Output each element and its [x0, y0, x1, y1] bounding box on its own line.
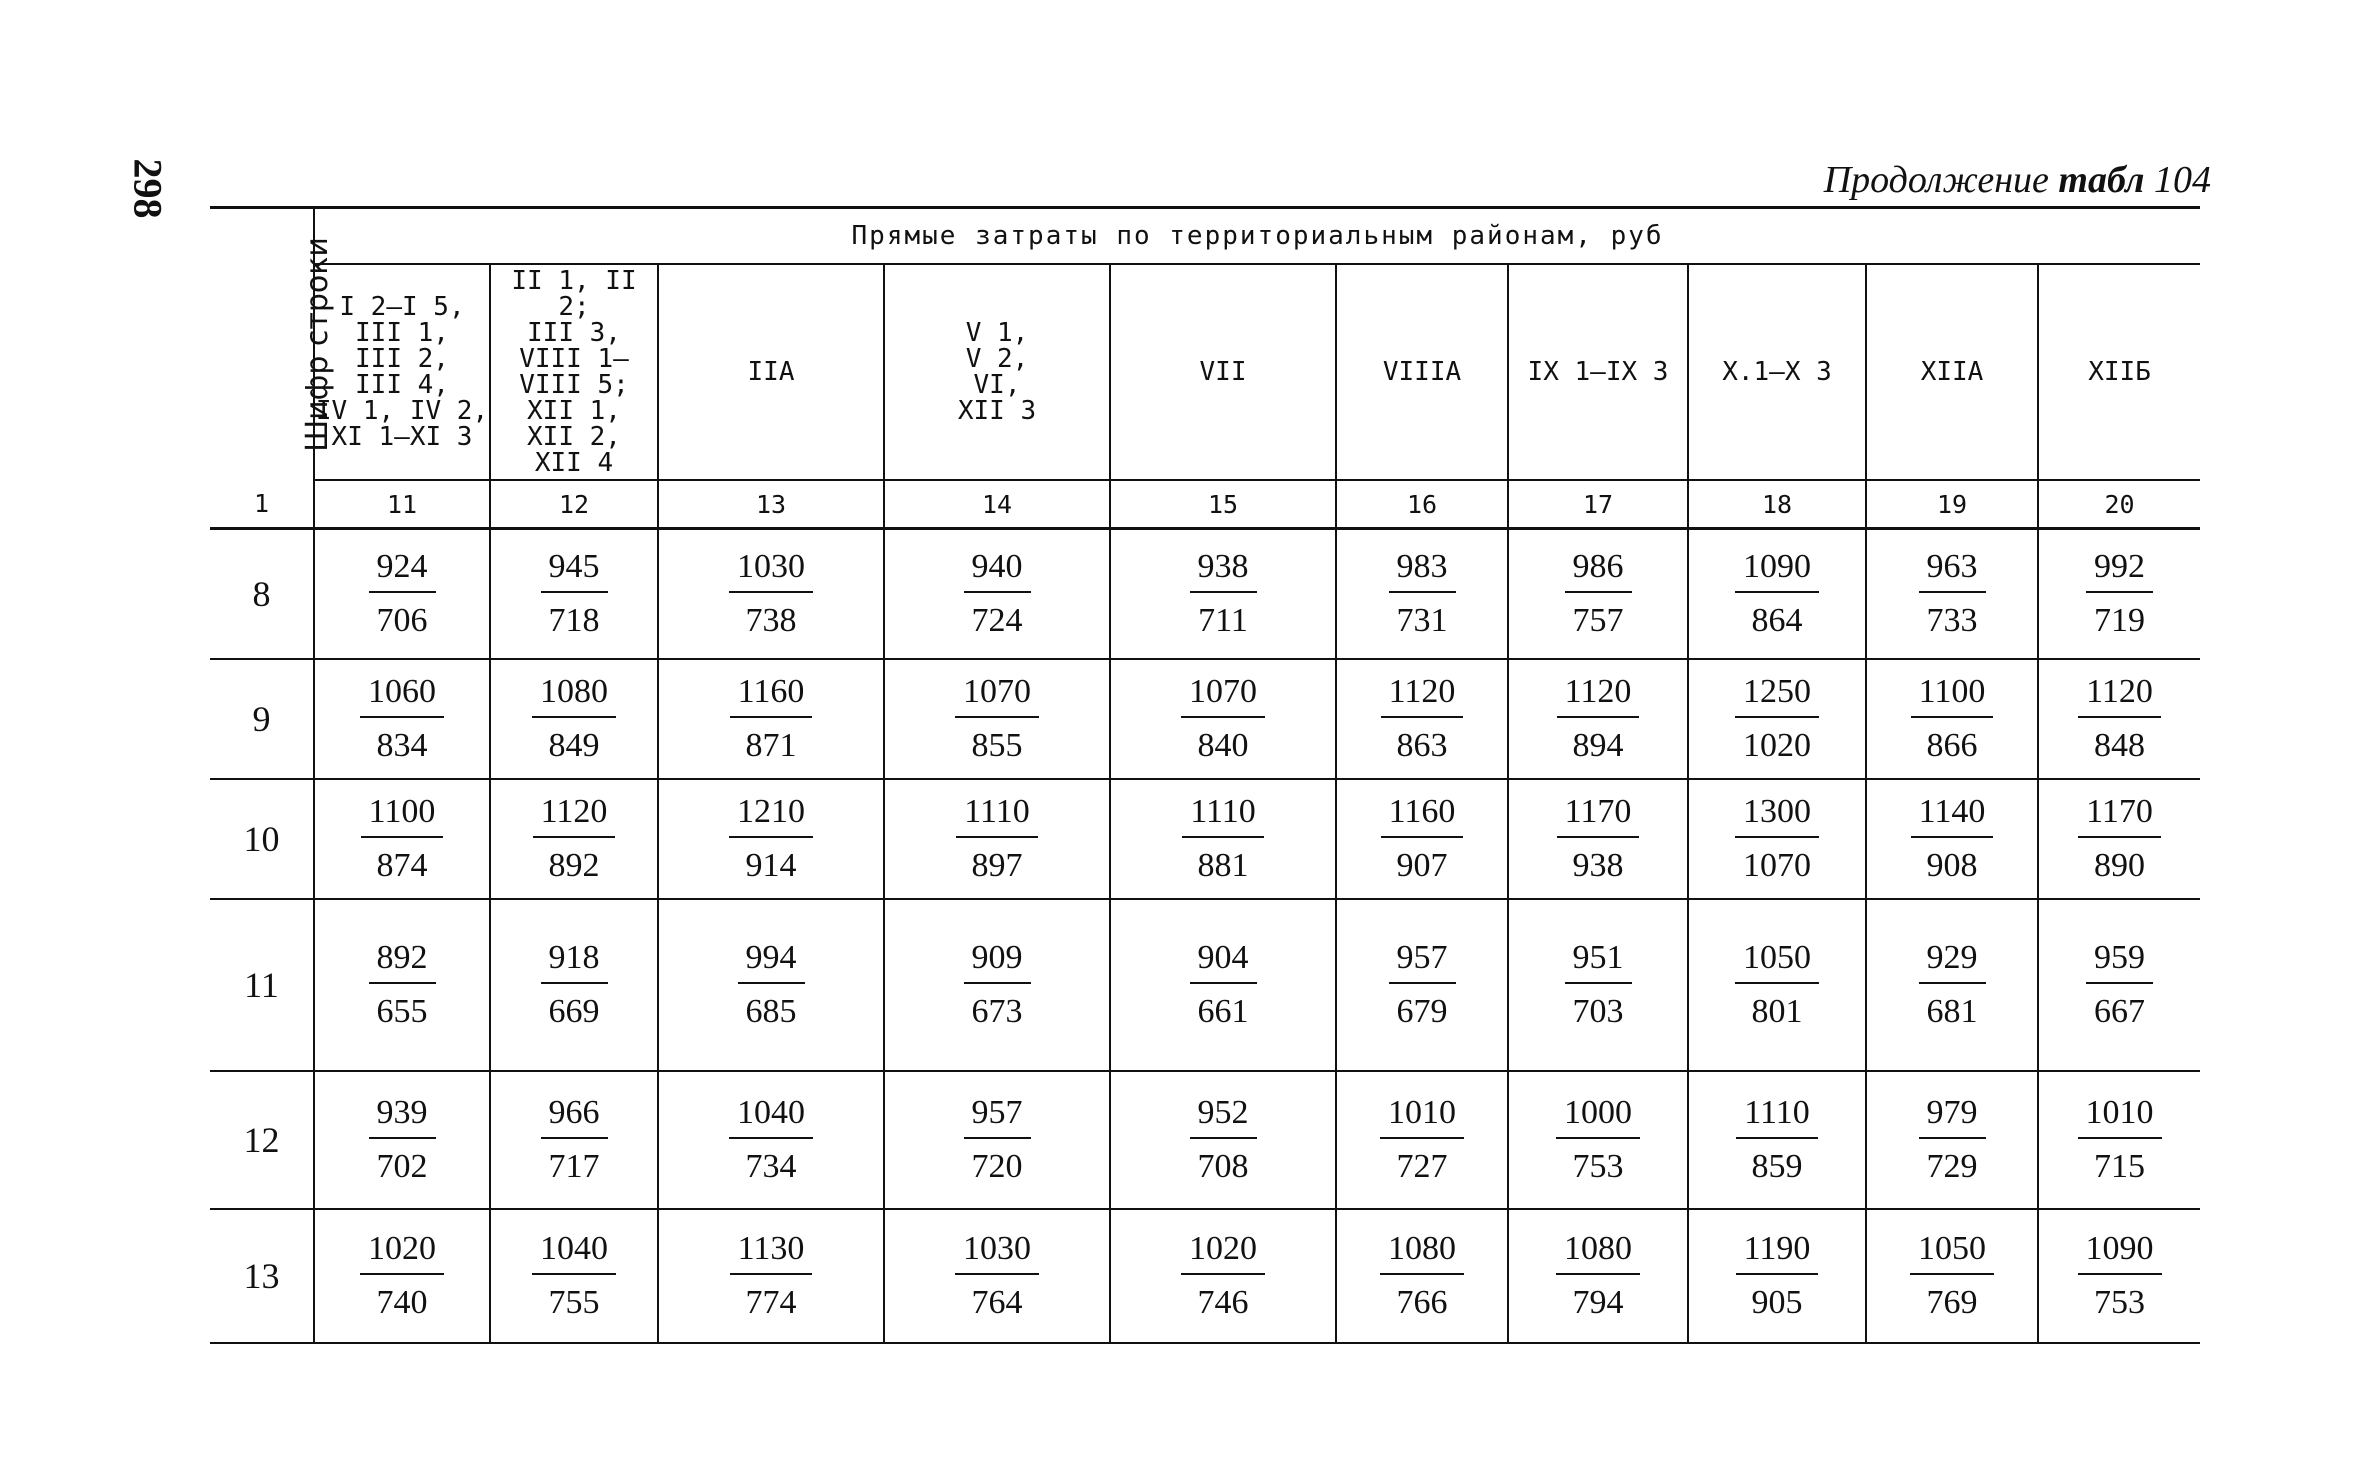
- cost-numerator: 1030: [955, 1227, 1039, 1275]
- cost-fraction: [532, 670, 616, 768]
- cost-denominator: 733: [1926, 602, 1978, 639]
- cost-numerator: 1040: [729, 1091, 813, 1139]
- cost-cell: [1336, 779, 1508, 899]
- cost-denominator: 881: [1197, 847, 1249, 884]
- cost-denominator: 679: [1396, 993, 1448, 1030]
- cost-fraction: [1557, 670, 1640, 768]
- page-number: 298: [125, 158, 171, 219]
- cost-denominator: 834: [376, 727, 428, 764]
- column-number: 16: [1336, 480, 1508, 529]
- cost-cell: [314, 899, 490, 1071]
- cost-denominator: 840: [1197, 727, 1249, 764]
- cost-denominator: 907: [1396, 847, 1448, 884]
- cost-numerator: 1010: [2078, 1091, 2162, 1139]
- cost-denominator: 755: [548, 1284, 600, 1321]
- cost-numerator: 1100: [361, 790, 444, 838]
- cost-cell: [1336, 1071, 1508, 1209]
- cost-fraction: [541, 545, 608, 643]
- caption-table-number: 104: [2154, 159, 2211, 201]
- cost-denominator: 753: [1572, 1148, 1624, 1185]
- cost-numerator: 994: [738, 936, 805, 984]
- cost-numerator: 1120: [2078, 670, 2161, 718]
- cost-fraction: [2078, 1091, 2162, 1189]
- cost-denominator: 871: [745, 727, 797, 764]
- cost-numerator: 1000: [1556, 1091, 1640, 1139]
- cost-fraction: [730, 1227, 813, 1325]
- cost-fraction: [369, 545, 436, 643]
- cost-numerator: 1140: [1911, 790, 1994, 838]
- cost-numerator: 909: [964, 936, 1031, 984]
- cost-denominator: 769: [1926, 1284, 1978, 1321]
- cost-denominator: 702: [376, 1148, 428, 1185]
- cost-denominator: 661: [1197, 993, 1249, 1030]
- region-header: VIIIА: [1336, 264, 1508, 480]
- column-number: 18: [1688, 480, 1866, 529]
- cost-cell: [658, 1209, 884, 1343]
- cost-fraction: [1556, 1091, 1640, 1189]
- cost-denominator: 757: [1572, 602, 1624, 639]
- cost-cell: [1508, 779, 1688, 899]
- cost-fraction: [964, 1091, 1031, 1189]
- cost-numerator: 986: [1565, 545, 1632, 593]
- cost-cell: [1866, 529, 2038, 660]
- cost-fraction: [1919, 1091, 1986, 1189]
- cost-fraction: [1190, 1091, 1257, 1189]
- cost-fraction: [964, 936, 1031, 1034]
- cost-denominator: 774: [745, 1284, 797, 1321]
- cost-cell: [490, 529, 658, 660]
- cost-cell: [314, 1071, 490, 1209]
- cost-denominator: 874: [376, 847, 428, 884]
- cost-fraction: [1190, 545, 1257, 643]
- cost-denominator: 720: [971, 1148, 1023, 1185]
- cost-cell: [314, 1209, 490, 1343]
- cost-cell: [1110, 1071, 1336, 1209]
- cost-numerator: 924: [369, 545, 436, 593]
- cost-fraction: [1556, 1227, 1640, 1325]
- cost-fraction: [361, 790, 444, 888]
- cost-cell: [2038, 529, 2200, 660]
- cost-fraction: [955, 1227, 1039, 1325]
- cost-fraction: [1911, 670, 1994, 768]
- cost-denominator: 892: [548, 847, 600, 884]
- region-header: IIА: [658, 264, 884, 480]
- cost-fraction: [729, 790, 813, 888]
- cost-fraction: [2078, 1227, 2162, 1325]
- cost-denominator: 746: [1197, 1284, 1249, 1321]
- cost-cell: [1688, 899, 1866, 1071]
- cost-cell: [314, 659, 490, 779]
- cost-denominator: 938: [1572, 847, 1624, 884]
- cost-cell: [2038, 779, 2200, 899]
- column-number: 12: [490, 480, 658, 529]
- table-row: [210, 1209, 2200, 1343]
- cost-numerator: 1050: [1735, 936, 1819, 984]
- cost-numerator: 940: [964, 545, 1031, 593]
- cost-numerator: 945: [541, 545, 608, 593]
- cost-cell: [1336, 1209, 1508, 1343]
- cost-numerator: 1070: [955, 670, 1039, 718]
- cost-denominator: 897: [971, 847, 1023, 884]
- cost-fraction: [964, 545, 1031, 643]
- cost-cell: [658, 529, 884, 660]
- cost-fraction: [360, 1227, 444, 1325]
- cost-cell: [1336, 899, 1508, 1071]
- table-caption: [1824, 158, 2211, 202]
- cost-denominator: 866: [1926, 727, 1978, 764]
- cost-fraction: [1380, 1227, 1464, 1325]
- cost-numerator: 1300: [1735, 790, 1819, 838]
- cost-numerator: 1080: [1380, 1227, 1464, 1275]
- cost-cell: [1866, 779, 2038, 899]
- cost-fraction: [2086, 545, 2153, 643]
- table-row: [210, 899, 2200, 1071]
- cost-denominator: 729: [1926, 1148, 1978, 1185]
- cost-cell: [1508, 529, 1688, 660]
- cost-cell: [1336, 659, 1508, 779]
- cost-denominator: 859: [1751, 1148, 1803, 1185]
- cost-fraction: [369, 936, 436, 1034]
- cost-fraction: [1565, 545, 1632, 643]
- table-row: [210, 1071, 2200, 1209]
- cost-numerator: 904: [1190, 936, 1257, 984]
- row-code: 8: [210, 529, 314, 660]
- cost-fraction: [1919, 936, 1986, 1034]
- row-code-label: Шифр строки: [299, 237, 335, 452]
- cost-denominator: 708: [1197, 1148, 1249, 1185]
- cost-numerator: 1210: [729, 790, 813, 838]
- region-header: XIIА: [1866, 264, 2038, 480]
- cost-denominator: 681: [1926, 993, 1978, 1030]
- cost-cell: [884, 899, 1110, 1071]
- region-header: V 1, V 2, VI, XII 3: [884, 264, 1110, 480]
- cost-cell: [1866, 899, 2038, 1071]
- cost-cell: [1110, 899, 1336, 1071]
- cost-numerator: 1120: [1381, 670, 1464, 718]
- cost-denominator: 667: [2094, 993, 2146, 1030]
- table-row: [210, 529, 2200, 660]
- cost-cell: [884, 1209, 1110, 1343]
- cost-cell: [658, 779, 884, 899]
- column-number: 19: [1866, 480, 2038, 529]
- cost-denominator: 794: [1572, 1284, 1624, 1321]
- cost-denominator: 753: [2094, 1284, 2146, 1321]
- cost-fraction: [2078, 790, 2161, 888]
- cost-fraction: [1736, 1227, 1819, 1325]
- cost-numerator: 983: [1389, 545, 1456, 593]
- cost-cell: [1866, 1209, 2038, 1343]
- cost-fraction: [1182, 790, 1263, 888]
- cost-denominator: 724: [971, 602, 1023, 639]
- cost-denominator: 706: [376, 602, 428, 639]
- cost-denominator: 703: [1572, 993, 1624, 1030]
- region-header: II 1, II 2; III 3, VIII 1— VIII 5; XII 1, XII 2, XII 4: [490, 264, 658, 480]
- column-number: 11: [314, 480, 490, 529]
- cost-cell: [1110, 529, 1336, 660]
- cost-numerator: 1050: [1910, 1227, 1994, 1275]
- cost-cell: [490, 1071, 658, 1209]
- cost-numerator: 1110: [956, 790, 1037, 838]
- row-code: 12: [210, 1071, 314, 1209]
- cost-numerator: 939: [369, 1091, 436, 1139]
- cost-numerator: 1110: [1182, 790, 1263, 838]
- column-number: 15: [1110, 480, 1336, 529]
- cost-denominator: 855: [971, 727, 1023, 764]
- cost-fraction: [738, 936, 805, 1034]
- cost-fraction: [1735, 790, 1819, 888]
- cost-cell: [1110, 1209, 1336, 1343]
- cost-fraction: [532, 1227, 616, 1325]
- cost-fraction: [729, 545, 813, 643]
- cost-fraction: [956, 790, 1037, 888]
- cost-denominator: 673: [971, 993, 1023, 1030]
- cost-cell: [884, 1071, 1110, 1209]
- cost-cell: [1508, 1209, 1688, 1343]
- cost-numerator: 1110: [1736, 1091, 1817, 1139]
- cost-numerator: 957: [964, 1091, 1031, 1139]
- cost-denominator: 738: [745, 602, 797, 639]
- cost-cell: [314, 779, 490, 899]
- cost-fraction: [2078, 670, 2161, 768]
- cost-fraction: [1389, 545, 1456, 643]
- cost-numerator: 892: [369, 936, 436, 984]
- caption-table-word: табл: [2058, 159, 2145, 201]
- cost-cell: [1688, 779, 1866, 899]
- cost-cell: [658, 899, 884, 1071]
- cost-fraction: [360, 670, 444, 768]
- cost-cell: [1866, 659, 2038, 779]
- cost-cell: [2038, 899, 2200, 1071]
- cost-numerator: 957: [1389, 936, 1456, 984]
- cost-numerator: 1080: [1556, 1227, 1640, 1275]
- cost-numerator: 1130: [730, 1227, 813, 1275]
- cost-numerator: 1170: [2078, 790, 2161, 838]
- cost-denominator: 685: [745, 993, 797, 1030]
- cost-cell: [884, 659, 1110, 779]
- cost-numerator: 951: [1565, 936, 1632, 984]
- cost-denominator: 864: [1751, 602, 1803, 639]
- cost-cell: [1508, 1071, 1688, 1209]
- column-number: 17: [1508, 480, 1688, 529]
- cost-numerator: 1030: [729, 545, 813, 593]
- cost-denominator: 734: [745, 1148, 797, 1185]
- cost-cell: [2038, 659, 2200, 779]
- cost-denominator: 863: [1396, 727, 1448, 764]
- cost-denominator: 655: [376, 993, 428, 1030]
- cost-fraction: [1735, 936, 1819, 1034]
- cost-cell: [490, 779, 658, 899]
- cost-denominator: 801: [1751, 993, 1803, 1030]
- table-row: [210, 779, 2200, 899]
- cost-fraction: [1910, 1227, 1994, 1325]
- cost-denominator: 1020: [1743, 727, 1811, 764]
- cost-fraction: [533, 790, 616, 888]
- cost-denominator: 894: [1572, 727, 1624, 764]
- column-number: 1: [210, 480, 314, 529]
- cost-fraction: [1557, 790, 1640, 888]
- cost-numerator: 1020: [1181, 1227, 1265, 1275]
- cost-cell: [1688, 1071, 1866, 1209]
- cost-fraction: [1565, 936, 1632, 1034]
- cost-numerator: 1090: [1735, 545, 1819, 593]
- cost-denominator: 717: [548, 1148, 600, 1185]
- cost-fraction: [1735, 670, 1819, 768]
- cost-fraction: [730, 670, 813, 768]
- cost-numerator: 1090: [2078, 1227, 2162, 1275]
- cost-numerator: 1120: [533, 790, 616, 838]
- cost-fraction: [1181, 670, 1265, 768]
- cost-numerator: 1250: [1735, 670, 1819, 718]
- cost-fraction: [2086, 936, 2153, 1034]
- cost-numerator: 1010: [1380, 1091, 1464, 1139]
- cost-denominator: 890: [2094, 847, 2146, 884]
- cost-cell: [314, 529, 490, 660]
- cost-denominator: 719: [2094, 602, 2146, 639]
- cost-fraction: [1381, 670, 1464, 768]
- region-header: IX 1—IX 3: [1508, 264, 1688, 480]
- column-number: 14: [884, 480, 1110, 529]
- cost-fraction: [369, 1091, 436, 1189]
- cost-fraction: [729, 1091, 813, 1189]
- cost-numerator: 963: [1919, 545, 1986, 593]
- cost-denominator: 848: [2094, 727, 2146, 764]
- region-header: XIIБ: [2038, 264, 2200, 480]
- row-code: 13: [210, 1209, 314, 1343]
- cost-cell: [884, 529, 1110, 660]
- cost-cell: [490, 659, 658, 779]
- cost-denominator: 764: [971, 1284, 1023, 1321]
- cost-numerator: 1070: [1181, 670, 1265, 718]
- cost-numerator: 1060: [360, 670, 444, 718]
- cost-denominator: 731: [1396, 602, 1448, 639]
- cost-numerator: 1020: [360, 1227, 444, 1275]
- region-header: VII: [1110, 264, 1336, 480]
- cost-fraction: [1919, 545, 1986, 643]
- caption-prefix: Продолжение: [1823, 159, 2049, 201]
- cost-denominator: 718: [548, 602, 600, 639]
- cost-numerator: 918: [541, 936, 608, 984]
- cost-fraction: [541, 936, 608, 1034]
- cost-fraction: [1389, 936, 1456, 1034]
- row-code: 10: [210, 779, 314, 899]
- cost-table: [210, 206, 2200, 1344]
- cost-cell: [1508, 659, 1688, 779]
- cost-cell: [658, 1071, 884, 1209]
- row-code: 9: [210, 659, 314, 779]
- cost-numerator: 1160: [730, 670, 813, 718]
- cost-cell: [1336, 529, 1508, 660]
- cost-fraction: [1735, 545, 1819, 643]
- cost-cell: [490, 1209, 658, 1343]
- cost-numerator: 929: [1919, 936, 1986, 984]
- cost-fraction: [955, 670, 1039, 768]
- cost-cell: [1110, 779, 1336, 899]
- cost-numerator: 1160: [1381, 790, 1464, 838]
- cost-fraction: [1380, 1091, 1464, 1189]
- cost-denominator: 908: [1926, 847, 1978, 884]
- cost-cell: [1688, 529, 1866, 660]
- cost-numerator: 1100: [1911, 670, 1994, 718]
- cost-numerator: 966: [541, 1091, 608, 1139]
- cost-fraction: [1181, 1227, 1265, 1325]
- cost-denominator: 905: [1751, 1284, 1803, 1321]
- cost-denominator: 669: [548, 993, 600, 1030]
- table-row: [210, 659, 2200, 779]
- cost-numerator: 1080: [532, 670, 616, 718]
- cost-cell: [2038, 1071, 2200, 1209]
- column-number: 20: [2038, 480, 2200, 529]
- cost-cell: [1688, 659, 1866, 779]
- column-number: 13: [658, 480, 884, 529]
- row-code-header: [210, 208, 335, 481]
- cost-denominator: 711: [1198, 602, 1248, 639]
- region-header: X.1—X 3: [1688, 264, 1866, 480]
- cost-cell: [884, 779, 1110, 899]
- cost-cell: [1508, 899, 1688, 1071]
- cost-denominator: 740: [376, 1284, 428, 1321]
- cost-fraction: [1190, 936, 1257, 1034]
- cost-denominator: 727: [1396, 1148, 1448, 1185]
- cost-numerator: 992: [2086, 545, 2153, 593]
- cost-numerator: 952: [1190, 1091, 1257, 1139]
- cost-numerator: 959: [2086, 936, 2153, 984]
- cost-denominator: 914: [745, 847, 797, 884]
- cost-numerator: 979: [1919, 1091, 1986, 1139]
- cost-fraction: [1911, 790, 1994, 888]
- cost-numerator: 1120: [1557, 670, 1640, 718]
- cost-cell: [1110, 659, 1336, 779]
- group-header: Прямые затраты по территориальным районам, руб: [314, 208, 2200, 265]
- cost-denominator: 766: [1396, 1284, 1448, 1321]
- row-code: 11: [210, 899, 314, 1071]
- cost-denominator: 715: [2094, 1148, 2146, 1185]
- cost-numerator: 938: [1190, 545, 1257, 593]
- cost-cell: [1866, 1071, 2038, 1209]
- cost-numerator: 1040: [532, 1227, 616, 1275]
- cost-fraction: [541, 1091, 608, 1189]
- cost-fraction: [1381, 790, 1464, 888]
- cost-cell: [2038, 1209, 2200, 1343]
- cost-numerator: 1170: [1557, 790, 1640, 838]
- cost-denominator: 1070: [1743, 847, 1811, 884]
- region-header: I 2—I 5, III 1, III 2, III 4, IV 1, IV 2, XI 1—XI 3: [314, 264, 490, 480]
- cost-denominator: 849: [548, 727, 600, 764]
- cost-cell: [490, 899, 658, 1071]
- cost-cell: [1688, 1209, 1866, 1343]
- cost-fraction: [1736, 1091, 1817, 1189]
- cost-numerator: 1190: [1736, 1227, 1819, 1275]
- cost-cell: [658, 659, 884, 779]
